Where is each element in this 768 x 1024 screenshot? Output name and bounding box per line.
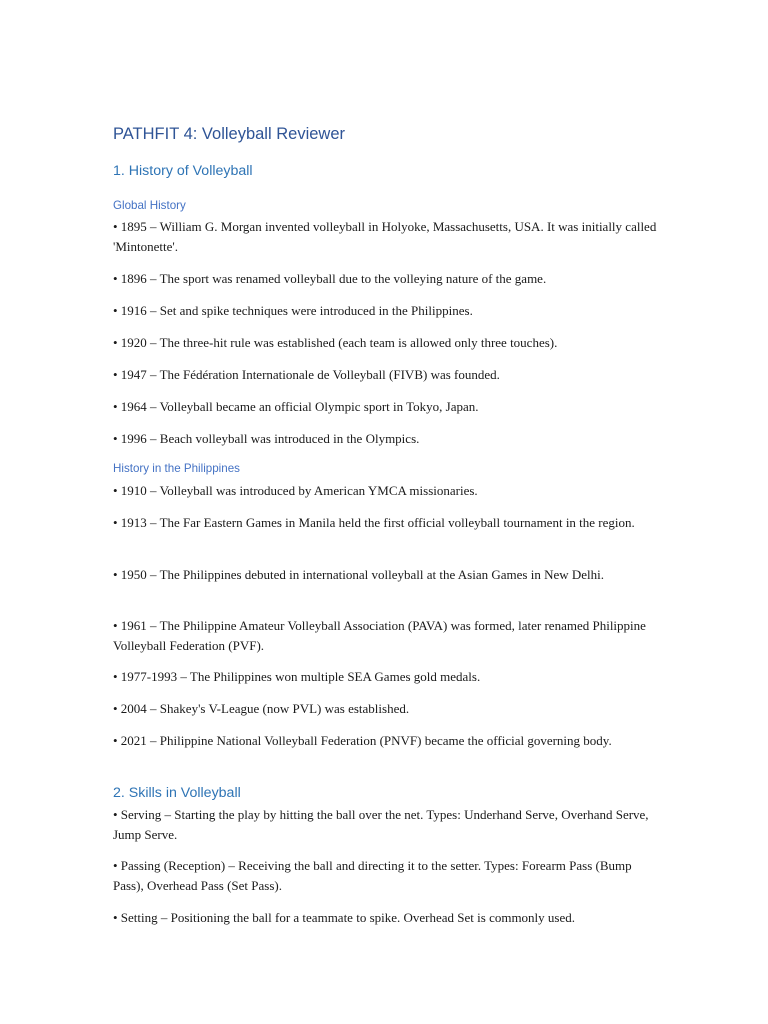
global-history-heading: Global History [113, 199, 186, 212]
section-history-heading: 1. History of Volleyball [113, 163, 253, 179]
document-page [113, 0, 658, 1024]
global-history-item: • 1895 – William G. Morgan invented volleyball in Holyoke, Massachusetts, USA. It was initially called 'Mintonette'. [113, 219, 657, 254]
global-history-item: • 1920 – The three-hit rule was established (each team is allowed only three touches). [113, 335, 558, 350]
global-history-item: • 1916 – Set and spike techniques were introduced in the Philippines. [113, 303, 473, 318]
philippines-history-item: • 2004 – Shakey's V-League (now PVL) was established. [113, 701, 410, 716]
philippines-history-item: • 2021 – Philippine National Volleyball Federation (PNVF) became the official governing body. [113, 733, 612, 748]
skills-item: • Serving – Starting the play by hitting the ball over the net. Types: Underhand Serve, Overhand Serve, Jump Serve. [113, 807, 649, 842]
global-history-item: • 1896 – The sport was renamed volleyball due to the volleying nature of the game. [113, 271, 547, 286]
philippines-history-item: • 1913 – The Far Eastern Games in Manila held the first official volleyball tournament in the region. [113, 515, 635, 530]
global-history-item: • 1964 – Volleyball became an official Olympic sport in Tokyo, Japan. [113, 399, 479, 414]
philippines-history-item: • 1910 – Volleyball was introduced by American YMCA missionaries. [113, 483, 478, 498]
philippines-history-item: • 1950 – The Philippines debuted in international volleyball at the Asian Games in New Delhi. [113, 567, 604, 582]
document-title: PATHFIT 4: Volleyball Reviewer [113, 125, 345, 143]
philippines-history-item: • 1961 – The Philippine Amateur Volleyball Association (PAVA) was formed, later renamed Philippine Volleyball Federation (PVF). [113, 618, 646, 653]
global-history-item: • 1947 – The Fédération Internationale de Volleyball (FIVB) was founded. [113, 367, 500, 382]
section-skills-heading: 2. Skills in Volleyball [113, 785, 241, 801]
global-history-item: • 1996 – Beach volleyball was introduced in the Olympics. [113, 431, 420, 446]
skills-item: • Passing (Reception) – Receiving the ball and directing it to the setter. Types: Forearm Pass (Bump Pass), Overhead Pass (Set Pass). [113, 858, 632, 893]
philippines-history-item: • 1977-1993 – The Philippines won multiple SEA Games gold medals. [113, 669, 481, 684]
skills-item: • Setting – Positioning the ball for a teammate to spike. Overhead Set is commonly used. [113, 910, 576, 925]
philippines-history-heading: History in the Philippines [113, 462, 240, 475]
